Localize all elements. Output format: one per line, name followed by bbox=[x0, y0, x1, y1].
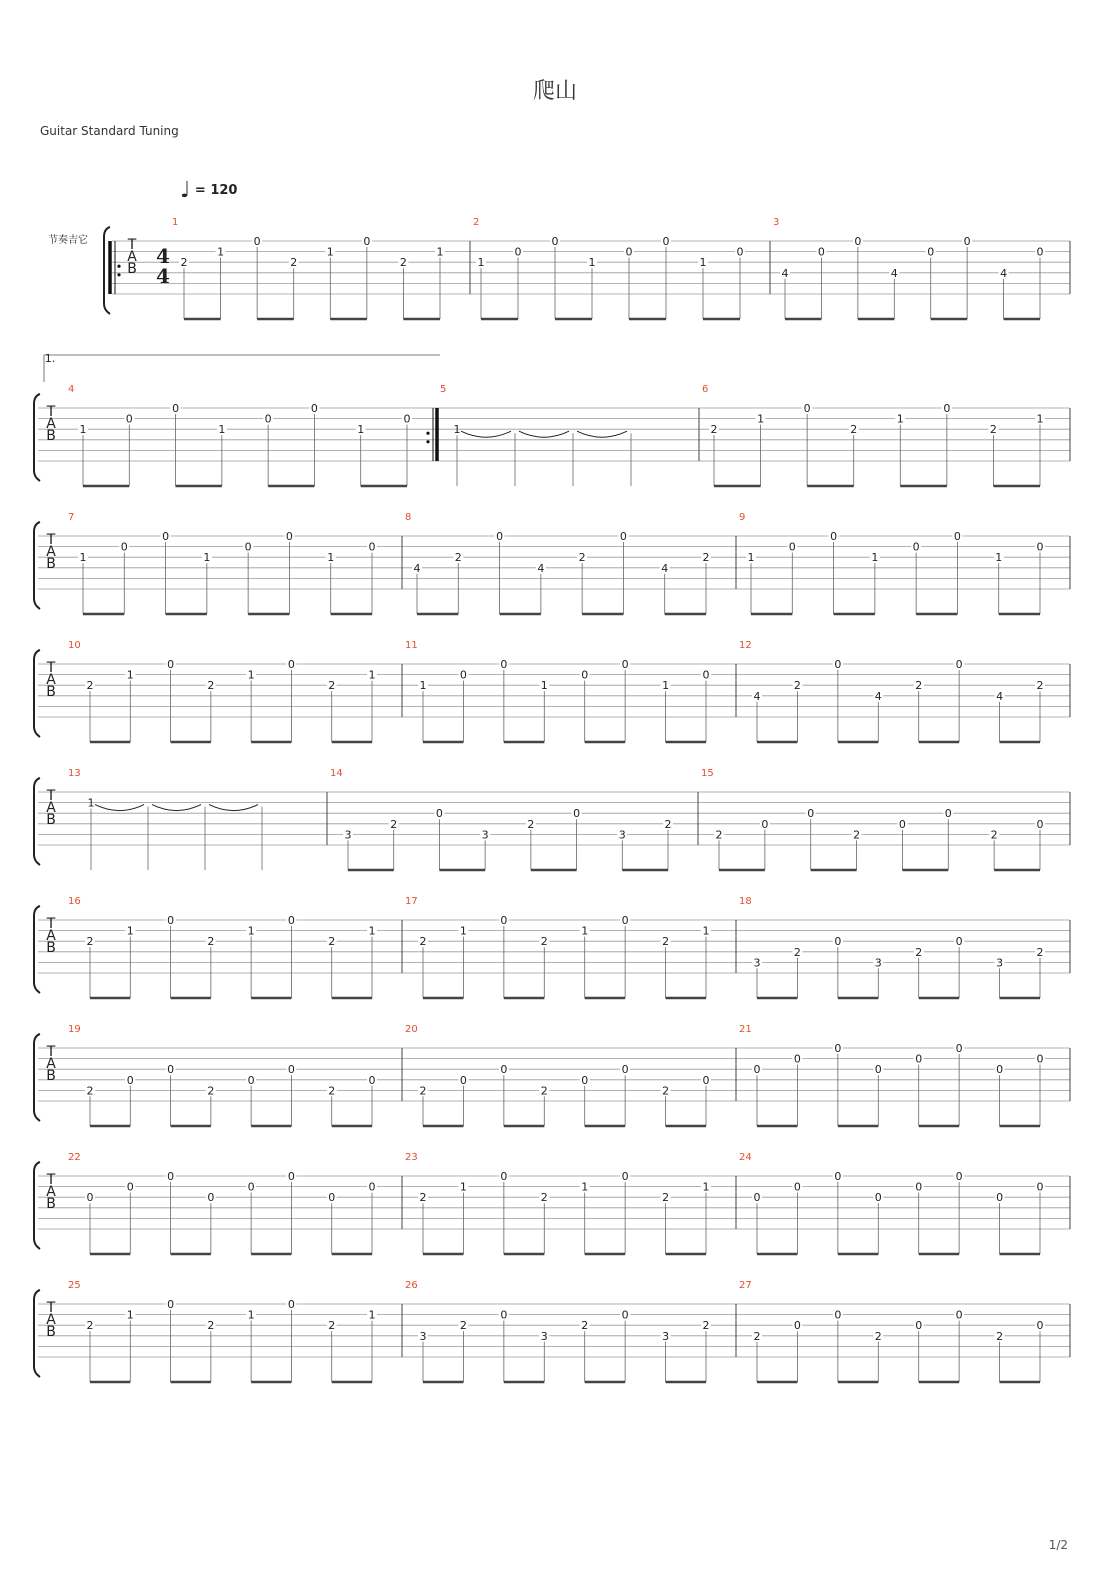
fret-number: 0 bbox=[625, 245, 633, 259]
system-9 bbox=[34, 1280, 1070, 1382]
system-brace bbox=[34, 394, 40, 481]
measure-number: 21 bbox=[739, 1024, 752, 1035]
fret-number: 2 bbox=[915, 945, 923, 959]
measure-number: 12 bbox=[739, 640, 752, 651]
fret-number: 0 bbox=[368, 1073, 376, 1087]
fret-number: 1 bbox=[757, 412, 765, 426]
fret-number: 2 bbox=[207, 1084, 215, 1098]
tab-clef-letter: T bbox=[46, 532, 56, 548]
tab-clef-letter: T bbox=[46, 1044, 56, 1060]
measure-number: 14 bbox=[330, 768, 343, 779]
fret-number: 0 bbox=[368, 540, 376, 554]
measure-number: 9 bbox=[739, 512, 746, 523]
tie-arc bbox=[209, 805, 258, 811]
system-brace bbox=[34, 650, 40, 737]
track-name: 节奏吉它 bbox=[48, 235, 88, 246]
fret-number: 0 bbox=[1036, 1319, 1044, 1333]
fret-number: 0 bbox=[621, 1170, 629, 1183]
fret-number: 0 bbox=[621, 1063, 629, 1077]
fret-number: 1 bbox=[203, 551, 211, 565]
tab-clef-letter: A bbox=[127, 249, 137, 265]
tab-clef-letter: T bbox=[46, 1172, 56, 1188]
tab-clef-letter: T bbox=[127, 237, 137, 253]
system-6 bbox=[34, 896, 1070, 998]
measure-number: 5 bbox=[440, 384, 447, 395]
fret-number: 2 bbox=[207, 1319, 215, 1333]
fret-number: 0 bbox=[500, 1170, 508, 1183]
fret-number: 2 bbox=[180, 256, 188, 270]
fret-number: 0 bbox=[996, 1191, 1004, 1205]
fret-number: 1 bbox=[747, 551, 755, 565]
fret-number: 2 bbox=[390, 817, 398, 831]
fret-number: 0 bbox=[793, 1180, 801, 1194]
fret-number: 1 bbox=[327, 551, 335, 565]
fret-number: 2 bbox=[710, 423, 718, 437]
fret-number: 0 bbox=[1036, 1180, 1044, 1194]
fret-number: 0 bbox=[435, 807, 443, 821]
measure-number: 11 bbox=[405, 640, 418, 651]
fret-number: 1 bbox=[662, 679, 670, 693]
measure-number: 17 bbox=[405, 896, 418, 907]
tie-arc bbox=[461, 431, 511, 437]
measure-number: 8 bbox=[405, 512, 412, 523]
fret-number: 1 bbox=[702, 924, 710, 938]
repeat-dot bbox=[426, 432, 429, 435]
fret-number: 0 bbox=[915, 1180, 923, 1194]
measure-number: 6 bbox=[702, 384, 709, 395]
fret-number: 2 bbox=[419, 1191, 427, 1205]
fret-number: 0 bbox=[955, 1170, 963, 1183]
fret-number: 0 bbox=[915, 1052, 923, 1066]
fret-number: 0 bbox=[803, 402, 811, 415]
time-signature-bottom: 4 bbox=[156, 264, 170, 288]
fret-number: 0 bbox=[874, 1191, 882, 1205]
tab-clef-letter: T bbox=[46, 1300, 56, 1316]
repeat-dot bbox=[117, 273, 120, 276]
fret-number: 2 bbox=[989, 423, 997, 437]
fret-number: 1 bbox=[126, 1308, 134, 1322]
fret-number: 1 bbox=[368, 668, 376, 682]
fret-number: 2 bbox=[328, 935, 336, 949]
fret-number: 2 bbox=[86, 1084, 94, 1098]
system-brace bbox=[34, 1162, 40, 1249]
fret-number: 0 bbox=[500, 658, 508, 671]
fret-number: 0 bbox=[955, 935, 963, 949]
fret-number: 3 bbox=[344, 828, 352, 842]
tab-clef-letter: B bbox=[46, 812, 56, 828]
fret-number: 2 bbox=[793, 679, 801, 693]
system-8 bbox=[34, 1152, 1070, 1254]
fret-number: 0 bbox=[621, 658, 629, 671]
fret-number: 1 bbox=[247, 924, 255, 938]
fret-number: 1 bbox=[436, 245, 444, 259]
fret-number: 2 bbox=[990, 828, 998, 842]
fret-number: 0 bbox=[807, 807, 815, 821]
fret-number: 2 bbox=[753, 1329, 761, 1343]
fret-number: 0 bbox=[285, 530, 293, 543]
fret-number: 2 bbox=[715, 828, 723, 842]
fret-number: 2 bbox=[540, 1084, 548, 1098]
fret-number: 1 bbox=[368, 924, 376, 938]
tab-clef-letter: A bbox=[46, 672, 56, 688]
fret-number: 2 bbox=[702, 1319, 710, 1333]
tuning-label: Guitar Standard Tuning bbox=[40, 124, 179, 138]
fret-number: 1 bbox=[1036, 412, 1044, 426]
page-title: 爬山 bbox=[532, 79, 577, 104]
tab-clef-letter: T bbox=[46, 788, 56, 804]
fret-number: 3 bbox=[481, 828, 489, 842]
system-brace bbox=[34, 1290, 40, 1377]
fret-number: 2 bbox=[850, 423, 858, 437]
fret-number: 0 bbox=[264, 412, 272, 426]
fret-number: 2 bbox=[86, 1319, 94, 1333]
tab-clef-letter: B bbox=[46, 684, 56, 700]
tie-arc bbox=[577, 431, 627, 437]
fret-number: 2 bbox=[86, 679, 94, 693]
fret-number: 1 bbox=[581, 924, 589, 938]
fret-number: 0 bbox=[244, 540, 252, 554]
fret-number: 1 bbox=[247, 1308, 255, 1322]
system-7 bbox=[34, 1024, 1070, 1126]
fret-number: 0 bbox=[817, 245, 825, 259]
fret-number: 1 bbox=[581, 1180, 589, 1194]
fret-number: 0 bbox=[702, 1073, 710, 1087]
fret-number: 0 bbox=[253, 235, 261, 248]
fret-number: 0 bbox=[247, 1180, 255, 1194]
fret-number: 3 bbox=[753, 956, 761, 970]
tab-clef-letter: B bbox=[46, 556, 56, 572]
fret-number: 2 bbox=[527, 817, 535, 831]
fret-number: 1 bbox=[896, 412, 904, 426]
fret-number: 0 bbox=[125, 412, 133, 426]
fret-number: 0 bbox=[736, 245, 744, 259]
fret-number: 0 bbox=[172, 402, 180, 415]
fret-number: 4 bbox=[413, 561, 421, 575]
fret-number: 0 bbox=[328, 1191, 336, 1205]
quarter-note-icon: ♩ bbox=[180, 178, 191, 203]
fret-number: 0 bbox=[955, 1042, 963, 1055]
fret-number: 0 bbox=[874, 1063, 882, 1077]
tab-clef-letter: B bbox=[46, 428, 56, 444]
tab-clef-letter: T bbox=[46, 660, 56, 676]
fret-number: 0 bbox=[310, 402, 318, 415]
tab-clef-letter: B bbox=[127, 261, 137, 277]
fret-number: 2 bbox=[290, 256, 298, 270]
fret-number: 3 bbox=[618, 828, 626, 842]
system-2 bbox=[34, 352, 1070, 486]
measure-number: 25 bbox=[68, 1280, 81, 1291]
fret-number: 1 bbox=[540, 679, 548, 693]
tab-clef-letter: B bbox=[46, 1068, 56, 1084]
fret-number: 4 bbox=[1000, 266, 1008, 280]
tab-clef-letter: B bbox=[46, 1324, 56, 1340]
fret-number: 1 bbox=[699, 256, 707, 270]
fret-number: 0 bbox=[753, 1191, 761, 1205]
measure-number: 22 bbox=[68, 1152, 81, 1163]
system-brace bbox=[34, 906, 40, 993]
tab-clef-letter: A bbox=[46, 544, 56, 560]
fret-number: 1 bbox=[871, 551, 879, 565]
fret-number: 0 bbox=[1036, 245, 1044, 259]
fret-number: 2 bbox=[399, 256, 407, 270]
fret-number: 0 bbox=[621, 914, 629, 927]
system-1 bbox=[104, 217, 1070, 319]
fret-number: 2 bbox=[793, 945, 801, 959]
fret-number: 2 bbox=[662, 1191, 670, 1205]
fret-number: 2 bbox=[662, 1084, 670, 1098]
fret-number: 0 bbox=[162, 530, 170, 543]
fret-number: 1 bbox=[217, 245, 225, 259]
fret-number: 0 bbox=[581, 1073, 589, 1087]
fret-number: 1 bbox=[368, 1308, 376, 1322]
tab-clef-letter: B bbox=[46, 1196, 56, 1212]
fret-number: 3 bbox=[419, 1329, 427, 1343]
fret-number: 0 bbox=[167, 1063, 175, 1077]
fret-number: 0 bbox=[363, 235, 371, 248]
measure-number: 18 bbox=[739, 896, 752, 907]
fret-number: 2 bbox=[664, 817, 672, 831]
fret-number: 2 bbox=[419, 1084, 427, 1098]
fret-number: 0 bbox=[514, 245, 522, 259]
measure-number: 1 bbox=[172, 217, 179, 228]
fret-number: 0 bbox=[126, 1180, 134, 1194]
fret-number: 2 bbox=[540, 935, 548, 949]
fret-number: 1 bbox=[588, 256, 596, 270]
tab-clef-letter: A bbox=[46, 800, 56, 816]
fret-number: 0 bbox=[1036, 540, 1044, 554]
fret-number: 2 bbox=[1036, 945, 1044, 959]
fret-number: 1 bbox=[218, 423, 226, 437]
fret-number: 0 bbox=[551, 235, 559, 248]
fret-number: 2 bbox=[915, 679, 923, 693]
fret-number: 1 bbox=[247, 668, 255, 682]
fret-number: 0 bbox=[898, 817, 906, 831]
fret-number: 4 bbox=[537, 561, 545, 575]
fret-number: 0 bbox=[459, 668, 467, 682]
fret-number: 0 bbox=[953, 530, 961, 543]
fret-number: 2 bbox=[459, 1319, 467, 1333]
fret-number: 0 bbox=[753, 1063, 761, 1077]
fret-number: 0 bbox=[459, 1073, 467, 1087]
fret-number: 1 bbox=[419, 679, 427, 693]
fret-number: 0 bbox=[963, 235, 971, 248]
fret-number: 0 bbox=[167, 1170, 175, 1183]
fret-number: 0 bbox=[912, 540, 920, 554]
fret-number: 0 bbox=[573, 807, 581, 821]
fret-number: 0 bbox=[927, 245, 935, 259]
fret-number: 0 bbox=[761, 817, 769, 831]
fret-number: 1 bbox=[79, 423, 87, 437]
fret-number: 0 bbox=[500, 914, 508, 927]
fret-number: 2 bbox=[328, 1084, 336, 1098]
tab-clef-letter: A bbox=[46, 928, 56, 944]
measure-number: 23 bbox=[405, 1152, 418, 1163]
measure-number: 13 bbox=[68, 768, 81, 779]
fret-number: 0 bbox=[120, 540, 128, 554]
fret-number: 2 bbox=[207, 679, 215, 693]
tab-clef-letter: B bbox=[46, 940, 56, 956]
fret-number: 2 bbox=[581, 1319, 589, 1333]
system-4 bbox=[34, 640, 1070, 742]
fret-number: 0 bbox=[287, 1298, 295, 1311]
fret-number: 1 bbox=[453, 423, 461, 437]
measure-number: 3 bbox=[773, 217, 780, 228]
fret-number: 2 bbox=[419, 935, 427, 949]
measure-number: 4 bbox=[68, 384, 75, 395]
tab-clef-letter: A bbox=[46, 1184, 56, 1200]
fret-number: 0 bbox=[834, 1042, 842, 1055]
fret-number: 0 bbox=[788, 540, 796, 554]
tie-arc bbox=[519, 431, 569, 437]
fret-number: 1 bbox=[326, 245, 334, 259]
fret-number: 1 bbox=[459, 1180, 467, 1194]
fret-number: 2 bbox=[874, 1329, 882, 1343]
fret-number: 3 bbox=[874, 956, 882, 970]
fret-number: 0 bbox=[287, 914, 295, 927]
fret-number: 0 bbox=[287, 1170, 295, 1183]
fret-number: 0 bbox=[500, 1308, 508, 1322]
fret-number: 1 bbox=[87, 796, 95, 810]
tab-clef-letter: A bbox=[46, 416, 56, 432]
tab-clef-letter: T bbox=[46, 404, 56, 420]
fret-number: 4 bbox=[753, 689, 761, 703]
tempo-value: = 120 bbox=[194, 183, 238, 198]
fret-number: 0 bbox=[834, 658, 842, 671]
system-3 bbox=[34, 512, 1070, 614]
tie-arc bbox=[152, 805, 201, 811]
fret-number: 1 bbox=[126, 924, 134, 938]
fret-number: 0 bbox=[996, 1063, 1004, 1077]
measure-number: 26 bbox=[405, 1280, 418, 1291]
fret-number: 4 bbox=[996, 689, 1004, 703]
fret-number: 2 bbox=[853, 828, 861, 842]
fret-number: 0 bbox=[247, 1073, 255, 1087]
fret-number: 0 bbox=[287, 658, 295, 671]
fret-number: 2 bbox=[702, 551, 710, 565]
fret-number: 0 bbox=[167, 914, 175, 927]
fret-number: 1 bbox=[357, 423, 365, 437]
fret-number: 0 bbox=[793, 1319, 801, 1333]
time-signature-top: 4 bbox=[156, 244, 170, 268]
measure-number: 19 bbox=[68, 1024, 81, 1035]
volta-label: 1. bbox=[44, 352, 56, 365]
fret-number: 1 bbox=[477, 256, 485, 270]
measure-number: 7 bbox=[68, 512, 75, 523]
fret-number: 0 bbox=[287, 1063, 295, 1077]
fret-number: 4 bbox=[890, 266, 898, 280]
fret-number: 0 bbox=[86, 1191, 94, 1205]
fret-number: 0 bbox=[126, 1073, 134, 1087]
fret-number: 0 bbox=[207, 1191, 215, 1205]
fret-number: 0 bbox=[581, 668, 589, 682]
fret-number: 0 bbox=[167, 658, 175, 671]
fret-number: 0 bbox=[830, 530, 838, 543]
fret-number: 0 bbox=[955, 1308, 963, 1322]
fret-number: 1 bbox=[459, 924, 467, 938]
fret-number: 2 bbox=[662, 935, 670, 949]
fret-number: 1 bbox=[995, 551, 1003, 565]
fret-number: 4 bbox=[661, 561, 669, 575]
fret-number: 0 bbox=[403, 412, 411, 426]
tab-clef-letter: A bbox=[46, 1056, 56, 1072]
system-5 bbox=[34, 768, 1070, 870]
fret-number: 0 bbox=[167, 1298, 175, 1311]
fret-number: 0 bbox=[834, 1308, 842, 1322]
fret-number: 0 bbox=[1036, 817, 1044, 831]
fret-number: 2 bbox=[540, 1191, 548, 1205]
fret-number: 0 bbox=[1036, 1052, 1044, 1066]
page-number: 1/2 bbox=[1048, 1538, 1068, 1552]
repeat-dot bbox=[117, 265, 120, 268]
fret-number: 0 bbox=[621, 1308, 629, 1322]
fret-number: 2 bbox=[207, 935, 215, 949]
system-brace bbox=[34, 778, 40, 865]
volta-bracket bbox=[44, 355, 440, 382]
fret-number: 0 bbox=[500, 1063, 508, 1077]
fret-number: 0 bbox=[854, 235, 862, 248]
fret-number: 0 bbox=[662, 235, 670, 248]
fret-number: 0 bbox=[955, 658, 963, 671]
fret-number: 0 bbox=[702, 668, 710, 682]
fret-number: 1 bbox=[79, 551, 87, 565]
fret-number: 0 bbox=[619, 530, 627, 543]
fret-number: 2 bbox=[328, 679, 336, 693]
fret-number: 2 bbox=[86, 935, 94, 949]
measure-number: 24 bbox=[739, 1152, 752, 1163]
fret-number: 2 bbox=[578, 551, 586, 565]
measure-number: 20 bbox=[405, 1024, 418, 1035]
measure-number: 2 bbox=[473, 217, 480, 228]
measure-number: 10 bbox=[68, 640, 81, 651]
fret-number: 1 bbox=[702, 1180, 710, 1194]
system-brace bbox=[34, 1034, 40, 1121]
fret-number: 0 bbox=[944, 807, 952, 821]
tab-clef-letter: T bbox=[46, 916, 56, 932]
measure-number: 16 bbox=[68, 896, 81, 907]
tie-arc bbox=[95, 805, 144, 811]
repeat-dot bbox=[426, 440, 429, 443]
fret-number: 2 bbox=[996, 1329, 1004, 1343]
measure-number: 15 bbox=[701, 768, 714, 779]
fret-number: 2 bbox=[328, 1319, 336, 1333]
fret-number: 0 bbox=[943, 402, 951, 415]
fret-number: 2 bbox=[1036, 679, 1044, 693]
fret-number: 3 bbox=[540, 1329, 548, 1343]
fret-number: 3 bbox=[996, 956, 1004, 970]
fret-number: 0 bbox=[834, 1170, 842, 1183]
fret-number: 0 bbox=[793, 1052, 801, 1066]
tab-clef-letter: A bbox=[46, 1312, 56, 1328]
system-brace bbox=[34, 522, 40, 609]
fret-number: 0 bbox=[496, 530, 504, 543]
fret-number: 4 bbox=[874, 689, 882, 703]
fret-number: 1 bbox=[126, 668, 134, 682]
fret-number: 2 bbox=[454, 551, 462, 565]
fret-number: 0 bbox=[834, 935, 842, 949]
fret-number: 4 bbox=[781, 266, 789, 280]
fret-number: 0 bbox=[368, 1180, 376, 1194]
fret-number: 0 bbox=[915, 1319, 923, 1333]
measure-number: 27 bbox=[739, 1280, 752, 1291]
fret-number: 3 bbox=[662, 1329, 670, 1343]
